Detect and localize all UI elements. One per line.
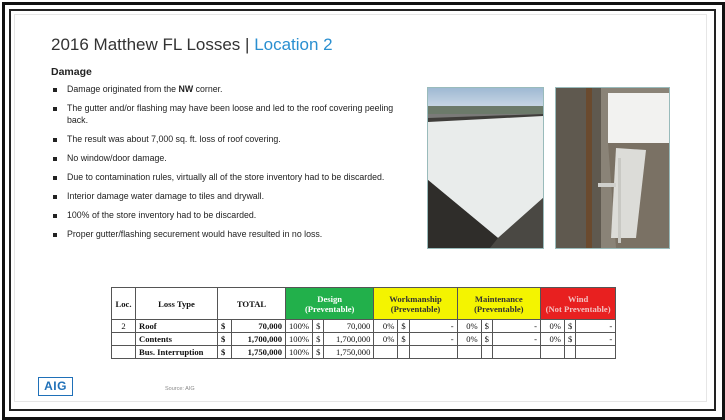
cell-w-pct: 0% [374, 320, 398, 333]
header-total: TOTAL [218, 288, 286, 320]
header-design: Design (Preventable) [286, 288, 374, 320]
cell-type: Contents [136, 333, 218, 346]
header-wind: Wind (Not Preventable) [540, 288, 615, 320]
cell-m-val [492, 346, 540, 359]
cell-total-sym: $ [218, 346, 232, 359]
table-row [112, 333, 616, 346]
cell-w-val [409, 346, 457, 359]
cell-w-pct [374, 346, 398, 359]
cell-w-sym: $ [398, 333, 409, 346]
cell-d-val: 1,700,000 [324, 333, 374, 346]
bullet-item: Interior damage water damage to tiles and drywall. [51, 191, 396, 203]
cell-loc [112, 333, 136, 346]
cell-n-sym [564, 346, 575, 359]
cell-m-pct: 0% [457, 333, 481, 346]
roof-photo-2 [555, 87, 670, 249]
header-workmanship: Workmanship (Preventable) [374, 288, 457, 320]
cell-total: 1,750,000 [232, 346, 286, 359]
cell-type: Roof [136, 320, 218, 333]
loss-table [111, 287, 616, 359]
bullet-item: Damage originated from the NW corner. [51, 84, 396, 96]
cell-d-pct: 100% [286, 333, 313, 346]
bullet-item: 100% of the store inventory had to be discarded. [51, 210, 396, 222]
cell-d-sym: $ [313, 346, 324, 359]
cell-total-sym: $ [218, 320, 232, 333]
cell-n-val: - [576, 320, 616, 333]
cell-d-val: 1,750,000 [324, 346, 374, 359]
bullet-item: Proper gutter/flashing securement would have resulted in no loss. [51, 229, 396, 241]
header-maintenance: Maintenance (Preventable) [457, 288, 540, 320]
cell-w-sym [398, 346, 409, 359]
cell-total-sym: $ [218, 333, 232, 346]
cell-loc [112, 346, 136, 359]
cell-d-pct: 100% [286, 320, 313, 333]
cell-n-pct: 0% [540, 333, 564, 346]
header-loss-type: Loss Type [136, 288, 218, 320]
cell-n-pct: 0% [540, 320, 564, 333]
table-row [112, 320, 616, 333]
cell-n-sym: $ [564, 333, 575, 346]
cell-d-pct: 100% [286, 346, 313, 359]
cell-type: Bus. Interruption [136, 346, 218, 359]
bullet-list [51, 84, 396, 248]
cell-m-sym: $ [481, 320, 492, 333]
cell-d-val: 70,000 [324, 320, 374, 333]
cell-m-pct [457, 346, 481, 359]
header-loc: Loc. [112, 288, 136, 320]
cell-m-sym: $ [481, 333, 492, 346]
title-main: 2016 Matthew FL Losses [51, 35, 241, 54]
slide-title [51, 35, 333, 55]
title-separator: | [240, 35, 255, 54]
cell-n-val: - [576, 333, 616, 346]
source-note: Source: AIG [165, 386, 195, 392]
roof-photo-1 [427, 87, 544, 249]
cell-m-val: - [492, 320, 540, 333]
bullet-item: The gutter and/or flashing may have been loose and led to the roof covering peeling back. [51, 103, 396, 126]
cell-d-sym: $ [313, 333, 324, 346]
cell-m-val: - [492, 333, 540, 346]
cell-m-sym [481, 346, 492, 359]
cell-w-pct: 0% [374, 333, 398, 346]
aig-logo: AIG [38, 377, 73, 396]
cell-w-val: - [409, 320, 457, 333]
cell-n-sym: $ [564, 320, 575, 333]
cell-total: 70,000 [232, 320, 286, 333]
bullet-item: No window/door damage. [51, 153, 396, 165]
table-row [112, 346, 616, 359]
cell-w-sym: $ [398, 320, 409, 333]
cell-d-sym: $ [313, 320, 324, 333]
bullet-item: Due to contamination rules, virtually all of the store inventory had to be discarded. [51, 172, 396, 184]
bullet-item: The result was about 7,000 sq. ft. loss of roof covering. [51, 134, 396, 146]
cell-w-val: - [409, 333, 457, 346]
section-heading: Damage [51, 66, 92, 78]
cell-total: 1,700,000 [232, 333, 286, 346]
title-location: Location 2 [254, 35, 333, 54]
cell-n-pct [540, 346, 564, 359]
cell-loc: 2 [112, 320, 136, 333]
cell-m-pct: 0% [457, 320, 481, 333]
cell-n-val [576, 346, 616, 359]
